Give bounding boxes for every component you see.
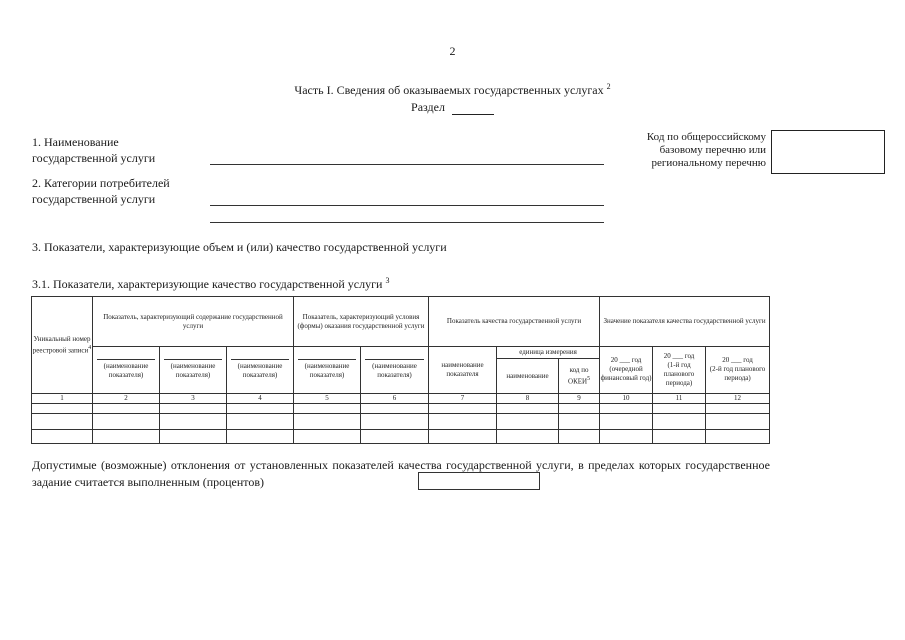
section-label: Раздел (411, 100, 445, 114)
year-1-desc: (очередной финансовый год) (600, 365, 652, 383)
year-1-prefix: 20 (610, 356, 618, 365)
col-num-6: 6 (361, 393, 429, 403)
deviation-text: Допустимые (возможные) отклонения от установленных показателей качества государственной услуги, в пределах которых государственное задание считается выполненным (процентов) (32, 458, 770, 489)
table-row (32, 429, 770, 443)
table-cell[interactable] (497, 413, 559, 429)
section31-footnote: 3 (385, 276, 390, 285)
table-cell[interactable] (93, 403, 160, 413)
code-label-line-3: региональному перечню (651, 157, 766, 169)
col-num-11: 11 (653, 393, 706, 403)
content-indicator-1 (93, 347, 160, 393)
col-num-3: 3 (160, 393, 227, 403)
year-2-prefix: 20 (663, 351, 671, 360)
deviation-percent-box[interactable] (418, 472, 540, 490)
section-line (0, 100, 905, 115)
table-cell[interactable] (361, 429, 429, 443)
table-cell[interactable] (227, 403, 294, 413)
part-title (0, 82, 905, 98)
code-label-line-1: Код по общероссийскому (646, 131, 766, 143)
year-2-top: 20 ___ год (663, 351, 695, 360)
year-2-desc: (1-й год планового периода) (663, 360, 695, 387)
part-title-text: Часть I. Сведения об оказываемых государственных услугах (294, 83, 604, 97)
year-2-header (653, 347, 706, 393)
table-row (32, 403, 770, 413)
table-cell[interactable] (294, 403, 361, 413)
value-header: Значение показателя качества государственной услуги (600, 297, 770, 347)
section31-title-text: 3.1. Показатели, характеризующие качество государственной услуги (32, 277, 383, 291)
table-cell[interactable] (653, 429, 706, 443)
unit-header: единица измерения (497, 347, 600, 359)
unique-number-header (32, 297, 93, 394)
content-indicator-2 (160, 347, 227, 393)
col-num-10: 10 (600, 393, 653, 403)
col-num-5: 5 (294, 393, 361, 403)
table-cell[interactable] (361, 413, 429, 429)
year-1-header (600, 347, 653, 393)
col-num-12: 12 (706, 393, 770, 403)
table-row (32, 413, 770, 429)
table-cell[interactable] (600, 413, 653, 429)
table-cell[interactable] (706, 403, 770, 413)
table-cell[interactable] (93, 413, 160, 429)
conditions-indicator-2 (361, 347, 429, 393)
code-label-line-2: базовому перечню или (659, 144, 766, 156)
col-num-1: 1 (32, 393, 93, 403)
year-3-desc: (2-й год планового периода) (709, 365, 766, 383)
okei-footnote: 5 (587, 375, 591, 382)
content-indicator-3 (227, 347, 294, 393)
table-cell[interactable] (653, 413, 706, 429)
table-cell[interactable] (294, 429, 361, 443)
consumers-label-line-2: государственной услуги (32, 192, 156, 206)
table-cell[interactable] (160, 413, 227, 429)
table-cell[interactable] (160, 403, 227, 413)
unit-name-header: наименование (497, 359, 559, 393)
table-cell[interactable] (600, 429, 653, 443)
year-3-top: 20 ___ год (722, 356, 753, 365)
col-num-9: 9 (559, 393, 600, 403)
conditions-header: Показатель, характеризующий условия (формы) оказания государственной услуги (294, 297, 429, 347)
col-num-4: 4 (227, 393, 294, 403)
table-cell[interactable] (32, 429, 93, 443)
service-name-label-line-2: государственной услуги (32, 151, 156, 165)
consumers-label (32, 175, 170, 207)
table-cell[interactable] (160, 429, 227, 443)
consumers-field-line-1[interactable] (210, 205, 604, 206)
table-cell[interactable] (497, 429, 559, 443)
okei-text: код по ОКЕИ (568, 365, 589, 386)
unique-number-footnote: 4 (88, 344, 92, 351)
table-cell[interactable] (559, 413, 600, 429)
code-label (620, 131, 766, 170)
table-cell[interactable] (32, 413, 93, 429)
table-cell[interactable] (227, 413, 294, 429)
table-cell[interactable] (497, 403, 559, 413)
table-cell[interactable] (706, 413, 770, 429)
content-indicator-1-label: (наименование показателя) (97, 359, 155, 380)
year-1-top: 20 ___ год (610, 356, 642, 365)
table-cell[interactable] (559, 429, 600, 443)
year-2-suffix: год (684, 351, 695, 360)
content-indicator-2-label: (наименование показателя) (164, 359, 222, 380)
quality-indicator-name: наименование показателя (429, 347, 497, 393)
consumers-label-line-1: 2. Категории потребителей (32, 176, 170, 190)
table-cell[interactable] (429, 413, 497, 429)
consumers-field-line-2[interactable] (210, 222, 604, 223)
table-cell[interactable] (429, 403, 497, 413)
col-num-7: 7 (429, 393, 497, 403)
page-number: 2 (449, 44, 456, 58)
table-cell[interactable] (429, 429, 497, 443)
unique-number-text: Уникальный номер реестровой записи (32, 334, 91, 354)
column-numbers-row (32, 393, 770, 403)
year-3-prefix: 20 (722, 356, 730, 365)
table-cell[interactable] (32, 403, 93, 413)
part-title-footnote: 2 (606, 82, 611, 91)
okei-header (559, 359, 600, 393)
table-cell[interactable] (294, 413, 361, 429)
conditions-indicator-2-label: (наименование показателя) (365, 359, 424, 380)
year-3-header (706, 347, 770, 393)
section-number-blank[interactable] (452, 102, 494, 115)
year-1-suffix: год (631, 356, 642, 365)
col-num-8: 8 (497, 393, 559, 403)
content-header: Показатель, характеризующий содержание государственной услуги (93, 297, 294, 347)
section31-title (32, 276, 389, 292)
quality-indicators-table (31, 296, 770, 444)
quality-header: Показатель качества государственной услуги (429, 297, 600, 347)
conditions-indicator-1-label: (наименование показателя) (298, 359, 356, 380)
service-name-label-line-1: 1. Наименование (32, 135, 119, 149)
table-cell[interactable] (361, 403, 429, 413)
table-cell[interactable] (653, 403, 706, 413)
col-num-2: 2 (93, 393, 160, 403)
conditions-indicator-1 (294, 347, 361, 393)
table-cell[interactable] (706, 429, 770, 443)
table-cell[interactable] (600, 403, 653, 413)
content-indicator-3-label: (наименование показателя) (231, 359, 289, 380)
section3-title: 3. Показатели, характеризующие объем и (или) качество государственной услуги (32, 240, 447, 254)
year-3-suffix: год (743, 356, 753, 365)
table-cell[interactable] (227, 429, 294, 443)
table-cell[interactable] (93, 429, 160, 443)
table-cell[interactable] (559, 403, 600, 413)
code-input-box[interactable] (771, 130, 885, 174)
service-name-label (32, 134, 155, 166)
service-name-field[interactable] (210, 164, 604, 165)
